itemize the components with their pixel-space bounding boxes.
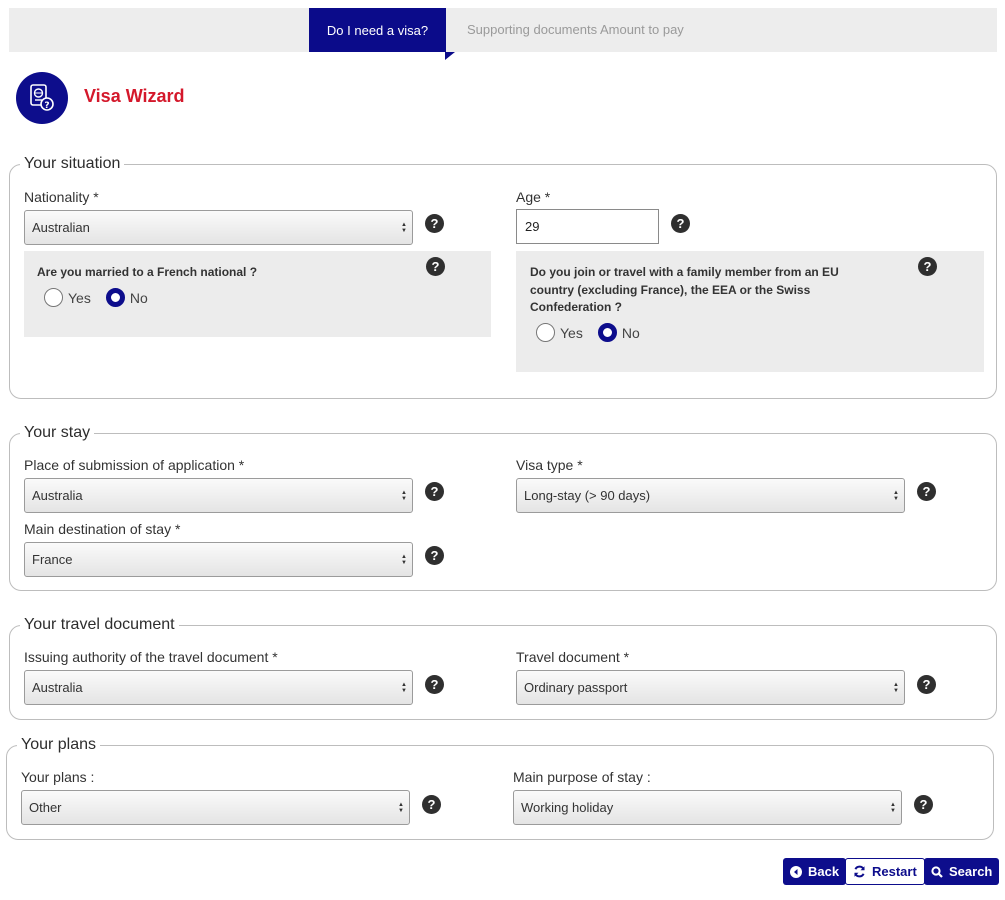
plans-legend: Your plans <box>17 736 100 754</box>
select-arrows-icon: ▲ ▼ <box>401 221 407 234</box>
family-question-line-3: Confederation ? <box>530 300 622 314</box>
place-of-submission-label: Place of submission of application * <box>24 457 245 473</box>
married-question: Are you married to a French national ? <box>37 265 258 279</box>
help-icon[interactable]: ? <box>425 482 444 501</box>
step-bar <box>9 8 997 52</box>
nationality-label: Nationality * <box>24 189 99 205</box>
age-label: Age * <box>516 189 551 205</box>
stay-legend: Your stay <box>20 424 94 442</box>
place-of-submission-select[interactable] <box>24 478 413 513</box>
help-icon[interactable]: ? <box>917 482 936 501</box>
issuing-authority-label: Issuing authority of the travel document * <box>24 649 278 665</box>
visa-type-select[interactable] <box>516 478 905 513</box>
family-no-option[interactable] <box>598 323 640 342</box>
married-no-radio[interactable] <box>106 288 125 307</box>
refresh-icon <box>853 865 866 878</box>
married-yes-option[interactable] <box>44 288 91 307</box>
married-radio-group <box>44 288 163 307</box>
select-arrows-icon: ▲ ▼ <box>401 553 407 566</box>
family-yes-option[interactable] <box>536 323 583 342</box>
age-value: 29 <box>525 219 540 234</box>
your-plans-select[interactable] <box>21 790 410 825</box>
visa-type-label: Visa type * <box>516 457 583 473</box>
help-icon[interactable]: ? <box>426 257 445 276</box>
family-no-label: No <box>621 324 640 341</box>
main-destination-select[interactable] <box>24 542 413 577</box>
back-button[interactable] <box>783 858 846 885</box>
family-radio-group <box>536 323 655 342</box>
issuing-authority-select[interactable] <box>24 670 413 705</box>
family-no-radio[interactable] <box>598 323 617 342</box>
step-do-i-need-a-visa[interactable]: Do I need a visa? <box>309 8 446 52</box>
select-arrows-icon: ▲ ▼ <box>893 681 899 694</box>
search-label: Search <box>949 864 993 879</box>
select-arrows-icon: ▲ ▼ <box>401 681 407 694</box>
search-icon <box>931 866 943 878</box>
age-input[interactable] <box>516 209 659 244</box>
family-question-line-2: country (excluding France), the EEA or the Swiss <box>530 283 811 297</box>
travel-document-legend: Your travel document <box>20 616 179 634</box>
main-purpose-select[interactable] <box>513 790 902 825</box>
back-arrow-icon <box>790 866 802 878</box>
main-purpose-label: Main purpose of stay : <box>513 769 651 785</box>
issuing-authority-value: Australia <box>32 680 83 695</box>
travel-document-value: Ordinary passport <box>524 680 628 695</box>
nationality-select[interactable] <box>24 210 413 245</box>
main-destination-value: France <box>32 552 73 567</box>
main-destination-label: Main destination of stay * <box>24 521 181 537</box>
nationality-value: Australian <box>32 220 90 235</box>
married-yes-radio[interactable] <box>44 288 63 307</box>
select-arrows-icon: ▲ ▼ <box>398 801 404 814</box>
restart-label: Restart <box>872 864 917 879</box>
svg-text:?: ? <box>44 101 50 111</box>
passport-question-icon <box>16 72 68 124</box>
family-yes-radio[interactable] <box>536 323 555 342</box>
select-arrows-icon: ▲ ▼ <box>893 489 899 502</box>
page-title: Visa Wizard <box>84 86 185 106</box>
restart-button[interactable] <box>845 858 925 885</box>
visa-type-value: Long-stay (> 90 days) <box>524 488 651 503</box>
help-icon[interactable]: ? <box>917 675 936 694</box>
help-icon[interactable]: ? <box>918 257 937 276</box>
select-arrows-icon: ▲ ▼ <box>890 801 896 814</box>
your-plans-value: Other <box>29 800 62 815</box>
married-no-option[interactable] <box>106 288 148 307</box>
help-icon[interactable]: ? <box>425 214 444 233</box>
family-question-line-1: Do you join or travel with a family member from an EU <box>530 265 839 279</box>
help-icon[interactable]: ? <box>671 214 690 233</box>
select-arrows-icon: ▲ ▼ <box>401 489 407 502</box>
travel-document-select[interactable] <box>516 670 905 705</box>
help-icon[interactable]: ? <box>914 795 933 814</box>
family-yes-label: Yes <box>560 324 583 341</box>
back-label: Back <box>808 864 840 879</box>
place-of-submission-value: Australia <box>32 488 83 503</box>
help-icon[interactable]: ? <box>425 546 444 565</box>
help-icon[interactable]: ? <box>422 795 441 814</box>
help-icon[interactable]: ? <box>425 675 444 694</box>
situation-legend: Your situation <box>20 155 124 173</box>
married-no-label: No <box>129 289 148 306</box>
married-yes-label: Yes <box>68 289 91 306</box>
your-plans-label: Your plans : <box>21 769 95 785</box>
step-remaining: Supporting documents Amount to pay <box>467 22 684 37</box>
search-button[interactable] <box>924 858 999 885</box>
main-purpose-value: Working holiday <box>521 800 614 815</box>
travel-document-label: Travel document * <box>516 649 630 665</box>
